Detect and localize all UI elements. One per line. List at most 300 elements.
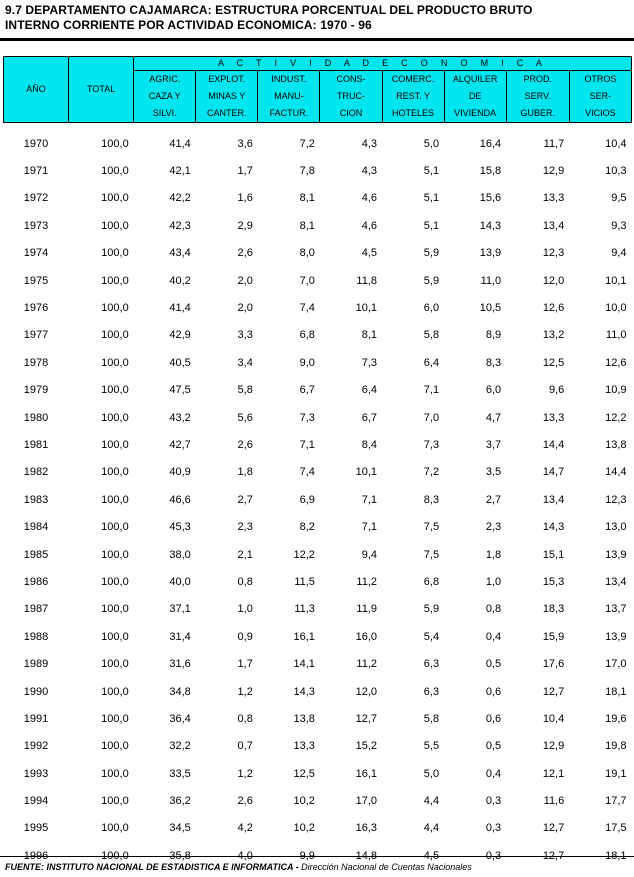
value-cell: 5,4 bbox=[423, 630, 440, 643]
value-cell: 4,7 bbox=[485, 411, 502, 424]
value-cell: 41,4 bbox=[169, 137, 191, 150]
source-note bbox=[5, 862, 472, 872]
total-cell: 100,0 bbox=[101, 575, 129, 588]
value-cell: 6,9 bbox=[299, 493, 315, 506]
total-cell: 100,0 bbox=[101, 329, 129, 342]
source-label: FUENTE: INSTITUTO NACIONAL DE ESTADISTICA E INFORMATICA - bbox=[5, 862, 302, 872]
value-cell: 7,3 bbox=[423, 438, 440, 451]
value-cell: 34,8 bbox=[169, 685, 191, 698]
year-cell: 1973 bbox=[23, 219, 49, 232]
year-cell: 1981 bbox=[23, 438, 49, 451]
total-cell: 100,0 bbox=[101, 302, 129, 315]
table-row bbox=[4, 157, 632, 184]
value-cell: 12,0 bbox=[355, 685, 377, 698]
total-cell: 100,0 bbox=[101, 822, 129, 835]
year-cell: 1974 bbox=[23, 247, 49, 260]
value-cell: 14,1 bbox=[293, 658, 315, 671]
value-cell: 42,1 bbox=[169, 165, 191, 178]
year-cell: 1996 bbox=[23, 849, 49, 862]
year-cell: 1980 bbox=[23, 411, 49, 424]
total-cell: 100,0 bbox=[101, 548, 129, 561]
table-row bbox=[4, 267, 632, 294]
value-cell: 35,8 bbox=[169, 849, 191, 862]
value-cell: 7,2 bbox=[423, 466, 440, 479]
value-cell: 2,7 bbox=[237, 493, 253, 506]
year-cell: 1971 bbox=[23, 165, 49, 178]
value-cell: 0,8 bbox=[237, 575, 253, 588]
value-cell: 7,2 bbox=[299, 137, 315, 150]
column-header bbox=[258, 71, 320, 123]
table-row bbox=[4, 760, 632, 787]
total-cell: 100,0 bbox=[101, 165, 129, 178]
table-row bbox=[4, 650, 632, 677]
value-cell: 18,1 bbox=[605, 849, 627, 862]
value-cell: 5,9 bbox=[423, 603, 440, 616]
value-cell: 14,8 bbox=[355, 849, 377, 862]
table-row bbox=[4, 541, 632, 568]
total-cell: 100,0 bbox=[101, 767, 129, 780]
value-cell: 14,3 bbox=[479, 219, 502, 232]
value-cell: 13,9 bbox=[479, 247, 502, 260]
column-header-line: INDUST. bbox=[271, 74, 307, 84]
year-cell: 1975 bbox=[23, 274, 49, 287]
value-cell: 7,1 bbox=[299, 438, 315, 451]
value-cell: 10,1 bbox=[355, 466, 377, 479]
value-cell: 19,1 bbox=[605, 767, 627, 780]
value-cell: 12,9 bbox=[542, 740, 565, 753]
table-row bbox=[4, 568, 632, 595]
total-cell: 100,0 bbox=[101, 521, 129, 534]
value-cell: 12,3 bbox=[605, 493, 627, 506]
value-cell: 4,2 bbox=[237, 822, 253, 835]
year-cell: 1970 bbox=[23, 137, 49, 150]
value-cell: 1,8 bbox=[485, 548, 502, 561]
column-header-line: CANTER. bbox=[207, 108, 247, 118]
value-cell: 2,1 bbox=[237, 548, 253, 561]
value-cell: 12,2 bbox=[293, 548, 315, 561]
value-cell: 10,2 bbox=[293, 795, 315, 808]
table-row bbox=[4, 596, 632, 623]
value-cell: 12,5 bbox=[293, 767, 315, 780]
column-header-line: PROD. bbox=[523, 74, 552, 84]
total-cell: 100,0 bbox=[101, 411, 129, 424]
value-cell: 3,6 bbox=[237, 137, 253, 150]
table-row bbox=[4, 486, 632, 513]
column-header-line: VICIOS bbox=[585, 108, 616, 118]
value-cell: 16,1 bbox=[355, 767, 377, 780]
value-cell: 12,7 bbox=[355, 712, 377, 725]
value-cell: 11,6 bbox=[543, 795, 565, 808]
value-cell: 13,4 bbox=[542, 219, 565, 232]
year-cell: 1991 bbox=[23, 712, 49, 725]
value-cell: 9,4 bbox=[611, 247, 627, 260]
value-cell: 5,9 bbox=[423, 274, 440, 287]
total-cell: 100,0 bbox=[101, 466, 129, 479]
value-cell: 45,3 bbox=[169, 521, 191, 534]
year-cell: 1984 bbox=[23, 521, 49, 534]
value-cell: 9,5 bbox=[611, 192, 627, 205]
value-cell: 1,2 bbox=[237, 767, 253, 780]
year-cell: 1995 bbox=[23, 822, 49, 835]
column-header-line: DE bbox=[468, 91, 482, 101]
value-cell: 12,0 bbox=[542, 274, 565, 287]
value-cell: 3,5 bbox=[485, 466, 502, 479]
value-cell: 6,3 bbox=[423, 658, 440, 671]
value-cell: 14,3 bbox=[542, 521, 565, 534]
year-cell: 1992 bbox=[23, 740, 49, 753]
value-cell: 15,3 bbox=[542, 575, 565, 588]
value-cell: 37,1 bbox=[169, 603, 191, 616]
column-header-line: SERV. bbox=[524, 91, 551, 101]
column-header-line: ALQUILER bbox=[452, 74, 498, 84]
value-cell: 0,9 bbox=[237, 630, 253, 643]
value-cell: 8,1 bbox=[299, 192, 315, 205]
value-cell: 5,1 bbox=[423, 165, 440, 178]
value-cell: 13,0 bbox=[605, 521, 627, 534]
value-cell: 4,4 bbox=[423, 822, 440, 835]
value-cell: 12,6 bbox=[542, 302, 565, 315]
table-row bbox=[4, 705, 632, 732]
value-cell: 12,1 bbox=[542, 767, 565, 780]
year-cell: 1972 bbox=[23, 192, 49, 205]
value-cell: 7,1 bbox=[361, 521, 377, 534]
table-row bbox=[4, 377, 632, 404]
value-cell: 2,3 bbox=[485, 521, 502, 534]
table-row bbox=[4, 212, 632, 239]
value-cell: 1,8 bbox=[237, 466, 253, 479]
value-cell: 13,4 bbox=[605, 575, 627, 588]
column-header-line: FACTUR. bbox=[269, 108, 309, 118]
value-cell: 15,6 bbox=[479, 192, 502, 205]
column-header bbox=[382, 71, 444, 123]
value-cell: 8,2 bbox=[299, 521, 315, 534]
value-cell: 19,8 bbox=[605, 740, 627, 753]
value-cell: 11,7 bbox=[543, 137, 565, 150]
value-cell: 11,3 bbox=[294, 603, 315, 616]
year-cell: 1986 bbox=[23, 575, 49, 588]
value-cell: 32,2 bbox=[169, 740, 191, 753]
table-row bbox=[4, 322, 632, 349]
value-cell: 40,9 bbox=[169, 466, 191, 479]
value-cell: 31,4 bbox=[169, 630, 191, 643]
value-cell: 40,0 bbox=[169, 575, 191, 588]
column-header-line: CONS- bbox=[336, 74, 366, 84]
value-cell: 6,0 bbox=[485, 384, 502, 397]
value-cell: 16,4 bbox=[479, 137, 502, 150]
value-cell: 0,8 bbox=[237, 712, 253, 725]
value-cell: 10,9 bbox=[605, 384, 627, 397]
value-cell: 10,3 bbox=[605, 165, 627, 178]
column-header bbox=[320, 71, 382, 123]
value-cell: 0,3 bbox=[485, 849, 502, 862]
table-row bbox=[4, 294, 632, 321]
value-cell: 8,9 bbox=[485, 329, 502, 342]
value-cell: 5,9 bbox=[423, 247, 440, 260]
value-cell: 0,6 bbox=[485, 712, 502, 725]
value-cell: 6,7 bbox=[299, 384, 315, 397]
value-cell: 8,0 bbox=[299, 247, 315, 260]
value-cell: 8,3 bbox=[485, 356, 502, 369]
value-cell: 2,3 bbox=[237, 521, 253, 534]
total-cell: 100,0 bbox=[101, 247, 129, 260]
value-cell: 0,3 bbox=[485, 822, 502, 835]
title-line-1: 9.7 DEPARTAMENTO CAJAMARCA: ESTRUCTURA PORCENTUAL DEL PRODUCTO BRUTO bbox=[5, 3, 533, 17]
value-cell: 7,5 bbox=[423, 548, 440, 561]
value-cell: 17,0 bbox=[605, 658, 627, 671]
year-cell: 1994 bbox=[23, 795, 49, 808]
value-cell: 12,5 bbox=[542, 356, 565, 369]
value-cell: 47,5 bbox=[169, 384, 191, 397]
value-cell: 12,7 bbox=[542, 685, 565, 698]
column-header bbox=[196, 71, 258, 123]
value-cell: 46,6 bbox=[169, 493, 191, 506]
value-cell: 0,8 bbox=[485, 603, 502, 616]
value-cell: 13,9 bbox=[605, 630, 627, 643]
value-cell: 0,4 bbox=[485, 767, 502, 780]
total-cell: 100,0 bbox=[101, 192, 129, 205]
value-cell: 12,9 bbox=[542, 165, 565, 178]
total-cell: 100,0 bbox=[101, 685, 129, 698]
value-cell: 11,0 bbox=[480, 274, 502, 287]
total-cell: 100,0 bbox=[101, 384, 129, 397]
value-cell: 43,4 bbox=[169, 247, 191, 260]
value-cell: 1,0 bbox=[237, 603, 253, 616]
total-cell: 100,0 bbox=[101, 219, 129, 232]
value-cell: 9,6 bbox=[548, 384, 565, 397]
value-cell: 2,6 bbox=[237, 795, 253, 808]
value-cell: 4,6 bbox=[361, 192, 377, 205]
column-header-line: OTROS bbox=[584, 74, 617, 84]
column-header bbox=[506, 71, 569, 123]
value-cell: 4,3 bbox=[361, 165, 377, 178]
table-row bbox=[4, 240, 632, 267]
column-header bbox=[569, 71, 631, 123]
total-cell: 100,0 bbox=[101, 493, 129, 506]
title-line-2: INTERNO CORRIENTE POR ACTIVIDAD ECONOMICA: 1970 - 96 bbox=[5, 18, 372, 32]
column-header-line: SER- bbox=[589, 91, 612, 101]
table-row bbox=[4, 815, 632, 842]
value-cell: 15,1 bbox=[542, 548, 565, 561]
value-cell: 13,9 bbox=[605, 548, 627, 561]
header-total: TOTAL bbox=[69, 57, 134, 123]
value-cell: 8,4 bbox=[361, 438, 377, 451]
value-cell: 38,0 bbox=[169, 548, 191, 561]
year-cell: 1989 bbox=[23, 658, 49, 671]
value-cell: 13,2 bbox=[542, 329, 565, 342]
value-cell: 0,7 bbox=[237, 740, 253, 753]
value-cell: 12,7 bbox=[542, 849, 565, 862]
column-header bbox=[134, 71, 196, 123]
value-cell: 36,4 bbox=[169, 712, 191, 725]
column-header-line: VIVIENDA bbox=[454, 108, 497, 118]
value-cell: 5,8 bbox=[423, 329, 440, 342]
column-header-line: EXPLOT. bbox=[208, 74, 246, 84]
year-cell: 1993 bbox=[23, 767, 49, 780]
year-cell: 1987 bbox=[23, 603, 49, 616]
table-row bbox=[4, 513, 632, 540]
value-cell: 6,3 bbox=[423, 685, 440, 698]
value-cell: 13,7 bbox=[605, 603, 627, 616]
value-cell: 11,5 bbox=[294, 575, 315, 588]
value-cell: 0,4 bbox=[485, 630, 502, 643]
table-row bbox=[4, 459, 632, 486]
value-cell: 16,3 bbox=[355, 822, 377, 835]
value-cell: 6,8 bbox=[423, 575, 440, 588]
value-cell: 15,2 bbox=[355, 740, 377, 753]
value-cell: 1,7 bbox=[237, 165, 253, 178]
table-row bbox=[4, 678, 632, 705]
value-cell: 7,3 bbox=[361, 356, 377, 369]
header-rule bbox=[0, 38, 634, 41]
value-cell: 5,0 bbox=[423, 137, 440, 150]
value-cell: 42,7 bbox=[169, 438, 191, 451]
value-cell: 12,2 bbox=[605, 411, 627, 424]
column-header-line: AGRIC. bbox=[149, 74, 181, 84]
total-cell: 100,0 bbox=[101, 795, 129, 808]
value-cell: 2,6 bbox=[237, 247, 253, 260]
table-row bbox=[4, 787, 632, 814]
value-cell: 4,3 bbox=[361, 137, 377, 150]
value-cell: 5,8 bbox=[423, 712, 440, 725]
value-cell: 12,7 bbox=[542, 822, 565, 835]
value-cell: 3,3 bbox=[237, 329, 253, 342]
total-cell: 100,0 bbox=[101, 603, 129, 616]
table-row bbox=[4, 130, 632, 157]
column-header bbox=[444, 71, 506, 123]
year-cell: 1983 bbox=[23, 493, 49, 506]
value-cell: 2,7 bbox=[485, 493, 502, 506]
column-header-line: GUBER. bbox=[520, 108, 555, 118]
value-cell: 40,2 bbox=[169, 274, 191, 287]
footer-rule bbox=[0, 856, 634, 857]
value-cell: 6,0 bbox=[423, 302, 440, 315]
total-cell: 100,0 bbox=[101, 274, 129, 287]
value-cell: 15,8 bbox=[479, 165, 502, 178]
value-cell: 4,6 bbox=[361, 219, 377, 232]
value-cell: 1,2 bbox=[237, 685, 253, 698]
value-cell: 17,0 bbox=[355, 795, 377, 808]
value-cell: 17,7 bbox=[605, 795, 627, 808]
value-cell: 17,5 bbox=[605, 822, 627, 835]
value-cell: 3,7 bbox=[485, 438, 502, 451]
value-cell: 9,3 bbox=[611, 219, 627, 232]
value-cell: 8,1 bbox=[361, 329, 377, 342]
column-header-line: CION bbox=[339, 108, 363, 118]
value-cell: 17,6 bbox=[542, 658, 565, 671]
value-cell: 7,8 bbox=[299, 165, 315, 178]
value-cell: 16,0 bbox=[355, 630, 377, 643]
value-cell: 5,8 bbox=[237, 384, 253, 397]
header-year: AÑO bbox=[4, 57, 69, 123]
table-row bbox=[4, 349, 632, 376]
value-cell: 11,2 bbox=[356, 658, 377, 671]
value-cell: 36,2 bbox=[169, 795, 191, 808]
year-cell: 1988 bbox=[23, 630, 49, 643]
value-cell: 12,6 bbox=[605, 356, 627, 369]
value-cell: 42,9 bbox=[169, 329, 191, 342]
table-row bbox=[4, 431, 632, 458]
value-cell: 6,4 bbox=[423, 356, 440, 369]
value-cell: 11,9 bbox=[356, 603, 377, 616]
value-cell: 10,4 bbox=[605, 137, 627, 150]
value-cell: 2,0 bbox=[237, 274, 253, 287]
value-cell: 34,5 bbox=[169, 822, 191, 835]
value-cell: 2,0 bbox=[237, 302, 253, 315]
value-cell: 5,6 bbox=[237, 411, 253, 424]
value-cell: 10,0 bbox=[605, 302, 627, 315]
value-cell: 13,3 bbox=[293, 740, 315, 753]
total-cell: 100,0 bbox=[101, 438, 129, 451]
value-cell: 7,4 bbox=[299, 466, 315, 479]
table-row bbox=[4, 623, 632, 650]
spacer-cell bbox=[4, 123, 632, 131]
value-cell: 16,1 bbox=[293, 630, 315, 643]
total-cell: 100,0 bbox=[101, 137, 129, 150]
value-cell: 33,5 bbox=[169, 767, 191, 780]
value-cell: 14,3 bbox=[293, 685, 315, 698]
column-header-line: SILVI. bbox=[152, 108, 177, 118]
column-header-line: HOTELES bbox=[392, 108, 435, 118]
total-cell: 100,0 bbox=[101, 740, 129, 753]
column-header-line: MANU- bbox=[274, 91, 304, 101]
value-cell: 13,3 bbox=[542, 192, 565, 205]
value-cell: 18,1 bbox=[605, 685, 627, 698]
value-cell: 10,2 bbox=[293, 822, 315, 835]
value-cell: 7,0 bbox=[299, 274, 315, 287]
value-cell: 7,5 bbox=[423, 521, 440, 534]
value-cell: 7,4 bbox=[299, 302, 315, 315]
table-header bbox=[4, 57, 632, 123]
value-cell: 4,5 bbox=[423, 849, 440, 862]
value-cell: 1,6 bbox=[237, 192, 253, 205]
gdp-structure-table bbox=[3, 56, 632, 870]
value-cell: 5,1 bbox=[423, 192, 440, 205]
value-cell: 43,2 bbox=[169, 411, 191, 424]
value-cell: 6,7 bbox=[361, 411, 377, 424]
value-cell: 2,6 bbox=[237, 438, 253, 451]
value-cell: 4,4 bbox=[423, 795, 440, 808]
value-cell: 11,8 bbox=[356, 274, 377, 287]
value-cell: 9,4 bbox=[361, 548, 377, 561]
year-cell: 1985 bbox=[23, 548, 49, 561]
value-cell: 10,4 bbox=[542, 712, 565, 725]
year-cell: 1979 bbox=[23, 384, 49, 397]
total-cell: 100,0 bbox=[101, 658, 129, 671]
value-cell: 14,7 bbox=[542, 466, 565, 479]
total-cell: 100,0 bbox=[101, 630, 129, 643]
column-header-line: CAZA Y bbox=[148, 91, 181, 101]
value-cell: 5,5 bbox=[423, 740, 440, 753]
source-division: Dirección Nacional de Cuentas Nacionales bbox=[301, 862, 472, 872]
value-cell: 0,3 bbox=[485, 795, 502, 808]
column-header-line: COMERC. bbox=[391, 74, 435, 84]
total-cell: 100,0 bbox=[101, 712, 129, 725]
value-cell: 13,8 bbox=[605, 438, 627, 451]
value-cell: 1,0 bbox=[485, 575, 502, 588]
value-cell: 42,2 bbox=[169, 192, 191, 205]
value-cell: 6,4 bbox=[361, 384, 377, 397]
value-cell: 13,8 bbox=[293, 712, 315, 725]
value-cell: 10,1 bbox=[355, 302, 377, 315]
value-cell: 7,0 bbox=[423, 411, 440, 424]
value-cell: 1,7 bbox=[237, 658, 253, 671]
value-cell: 15,9 bbox=[542, 630, 565, 643]
value-cell: 7,3 bbox=[299, 411, 315, 424]
value-cell: 4,0 bbox=[237, 849, 253, 862]
value-cell: 10,1 bbox=[605, 274, 627, 287]
value-cell: 5,1 bbox=[423, 219, 440, 232]
value-cell: 11,2 bbox=[356, 575, 377, 588]
